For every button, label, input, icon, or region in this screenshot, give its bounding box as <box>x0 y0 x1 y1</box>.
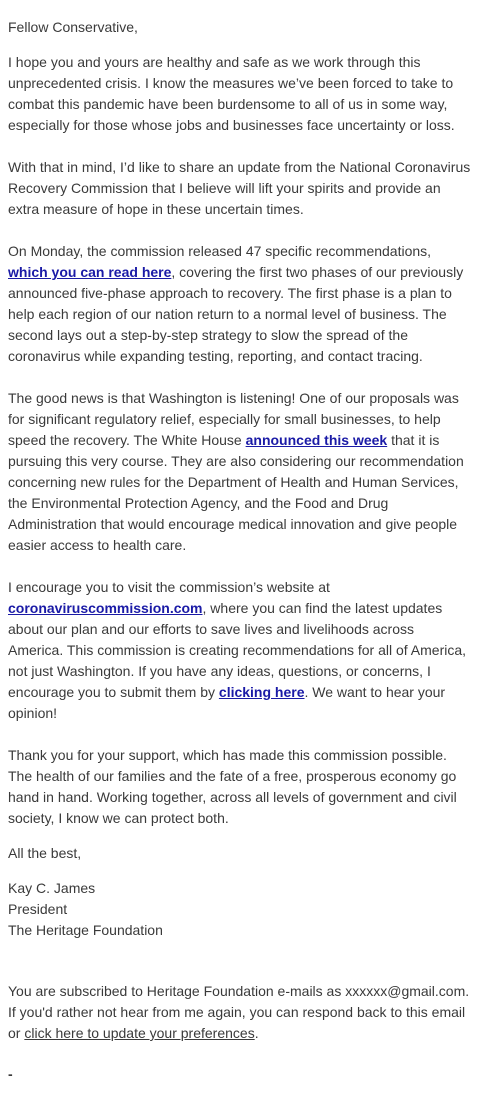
paragraph-website <box>8 577 472 724</box>
signature-title: President <box>8 901 68 917</box>
signoff: All the best, <box>8 845 82 861</box>
paragraph-update: With that in mind, I’d like to share an update from the National Coronavirus Recovery Commission that I believe will lift your spirits and provide an extra measure of hope in these uncertain times. <box>8 159 471 217</box>
text-segment: On Monday, the commission released 47 specific recommendations, <box>8 243 432 259</box>
greeting: Fellow Conservative, <box>8 19 138 35</box>
paragraph-thank-you: Thank you for your support, which has made this commission possible. The health of our families and the fate of a free, prosperous economy go hand in hand. Working together, across all levels of government and civil society, I know we can protect both. <box>8 747 457 826</box>
read-recommendations-link[interactable]: which you can read here <box>8 264 172 280</box>
signature-name: Kay C. James <box>8 880 96 896</box>
text-segment: , where you can find the latest updates about our plan and our efforts to save lives and livelihoods across America. This commission is creating recommendations for all of America, not just Washington. If you have any ideas, questions, or concerns, I encourage you to submit them by <box>8 600 467 700</box>
update-preferences-link[interactable]: click here to update your preferences <box>24 1025 255 1041</box>
text-segment: I encourage you to visit the commission’s website at <box>8 579 330 595</box>
announced-this-week-link[interactable]: announced this week <box>245 432 388 448</box>
text-segment: . We want to hear your opinion! <box>8 684 446 721</box>
paragraph-good-news <box>8 388 472 556</box>
footer-dash: - <box>8 1066 13 1082</box>
paragraph-recommendations <box>8 241 472 367</box>
paragraph-intro: I hope you and yours are healthy and safe as we work through this unprecedented crisis. I know the measures we’ve been forced to take to combat this pandemic have been burdensome to all of us in some way, especially for those whose jobs and businesses face uncertainty or loss. <box>8 54 455 133</box>
subscription-footer <box>8 981 472 1044</box>
text-segment: that it is pursuing this very course. They are also considering our recommendation concerning new rules for the Department of Health and Human Services, the Environmental Protection Agency, and the Food and Drug Administration that would encourage medical innovation and give people easier access to health care. <box>8 432 464 553</box>
text-segment: . <box>254 1025 259 1041</box>
text-segment: , covering the first two phases of our previously announced five-phase approach to recovery. The first phase is a plan to help each region of our nation return to a normal level of business. The second lays out a step-by-step strategy to slow the spread of the coronavirus while expanding testing, reporting, and contact tracing. <box>8 264 464 364</box>
text-segment: You are subscribed to Heritage Foundation e-mails as xxxxxx@gmail.com. If you'd rather not hear from me again, you can respond back to this email or <box>8 983 470 1041</box>
commission-website-link[interactable]: coronaviruscommission.com <box>8 600 203 616</box>
text-segment: The good news is that Washington is listening! One of our proposals was for significant regulatory relief, especially for small businesses, to help speed the recovery. The White House <box>8 390 459 448</box>
signature-org: The Heritage Foundation <box>8 922 163 938</box>
signature-block <box>8 878 472 941</box>
clicking-here-link[interactable]: clicking here <box>218 684 305 700</box>
